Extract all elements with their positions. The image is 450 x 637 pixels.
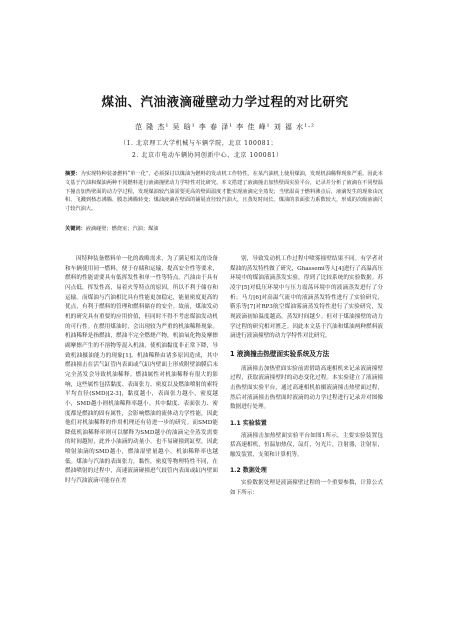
affiliation-1: （1. 北京理工大学机械与车辆学院，北京 100081； <box>120 140 278 147</box>
section-heading-1-2: 1.2 数据处理 <box>230 467 267 475</box>
section-1-1-text: 液滴撞击加热壁面实验平台如图1所示，主要实验装置包括高速相机，恒温加热仪，氙灯，匀光片，注射器，注射泵，触发装置，支架和计算机等。 <box>230 432 383 458</box>
right-column <box>230 255 383 498</box>
keywords-text: 液滴碰壁；燃烧室；汽油；煤油 <box>85 226 159 232</box>
abstract-label: 摘要： <box>65 171 81 177</box>
keywords <box>65 225 383 233</box>
paper-title: 煤油、汽油液滴碰壁动力学过程的对比研究 <box>101 94 349 109</box>
section-1-2-text: 实验数据处理是液滴撞壁过程的一个重要参数，计算公式如下所示： <box>230 480 383 496</box>
intro-continued: 别，导致发动机工作过程中喷雾撞壁结果不同。有学者对煤油的蒸发特性做了研究，Ghassemi等人[4]进行了高温高压环境中的煤油液滴蒸发实验，得到了比较系统的实验数据。苏凌宇[5]对低压环境中与压力震荡环境中的液滴蒸发进行了分析；马力[6]对高温气流中的液滴蒸发特性进行了实验研究，靳乐等[7]对RP3航空煤油雾滴蒸发特性进行了实验研究，发现液滴初始温度越高，蒸发时间越少。但对于煤油撞壁的动力学过程的研究相对匮乏。因此本文基于汽油和煤油两种燃料液滴进行液滴撞壁的动力学特性对比研究。 <box>230 256 383 340</box>
abstract <box>65 170 383 214</box>
affiliation-2: 2. 北京市电动车辆协同创新中心，北京 100081） <box>132 152 283 159</box>
author-list: 范 隆 杰¹ 吴 晗¹ 李 春 泽¹ 李 佳 峰¹ 刘 福 水¹·² <box>135 123 315 131</box>
section-1-text: 液滴撞击加热壁面实验前需借助高速相机来记录液滴撞壁过程，获取液滴撞壁时的动态变化过程。本实验建立了液滴撞击热壁面实验平台，通过高速相机拍摄液滴撞击热壁面过程，然后对液滴撞击热壁面时液滴的动力学过程进行记录并对图像数据进行处理。 <box>230 365 383 411</box>
keywords-label: 关键词： <box>65 226 86 232</box>
left-column <box>65 255 218 487</box>
abstract-text: 为实现特种装备燃料“单一化”，必须探讨以煤油为燃料的发动机工作特性。在某汽油机上使用煤油，发现机油稀释现象严重。因此本文基于汽油和煤油两种不同燃料进行液滴撞壁动力学特性对比研究。本文搭建了液滴撞击加热壁面实验平台，记录并分析了液滴在不同壁温下撞击加热壁面的动力学过程，发现煤油较汽油需要更高的壁面温度才能实现液滴完全蒸发；当壁温高于燃料沸点后，液滴发生的现象由沉积、飞溅到核态沸腾、膜态沸腾转变；煤油液滴在壁面的铺展直径较汽油大，且蒸发时间长。煤油的表面张力系数较大，形成的次级液滴尺寸较汽油大。 <box>65 171 383 213</box>
section-heading-1: 1 液滴撞击热壁面实验系统及方法 <box>230 349 330 358</box>
section-heading-1-1: 1.1 实验装置 <box>230 419 267 427</box>
intro-paragraph: 因特种装备燃料单一化的战略需求，为了满足相关的设备和车辆使用同一燃料，便于存储和运输，提高安全性等要求，燃料的性能需要具有低挥发性和单一性等特点。汽油由于具有闪点低，挥发性高，易着火等特点的原因，所以不利于储存和运输。而煤油与汽油相比具有性能更加稳定，能量密度更高的优点，有利于燃料的管理和燃料储存的安全。故前，煤油发动机的研究具有重要的应用价值，但同时不得不考虑煤油发动机的可行性。在燃用煤油时，会出现较为严重的机油稀释现象。机油稀释是指燃油，燃油不完全燃烧产物，机油氧化物及摩擦副摩擦产生的不溶物等混入机油，使机油黏度非正常下降，导致机油摄油能力的现象[1]。机油稀释由诸多原因造成，其中燃油撞击在活气缸管内表面或气缸内壁面上形成附壁油膜后未完全蒸发会导致机油稀释。燃油属性对机油稀释有很大的影响，这些属性包括黏度、表面张力、密度以及燃油喷射的索特平均直径(SMD)[2-3]，黏度越小，表面张力越小，密度越小，SMD越小则机油稀释率越小。其中黏度、表面张力、密度都是燃油的固有属性，会影响燃油的流体动力学性能，因此他们对机油稀释的作用机理还有待进一步的研究。而SMD能降低机油稀释率则可以解释为SMD越小的油滴完全蒸发需要的时间越短，此外小油滴的动量小，也不易碰撞到缸壁，因此喷射油滴的SMD越小，燃油湿壁量越小，机油稀释率也越低。煤油与汽油的表面张力，黏性，密度等物理特性不同，在燃油喷射的过程中，高速液滴碰撞进气歧管内表面或缸内壁面时与汽油液滴可能存在差 <box>65 256 218 485</box>
